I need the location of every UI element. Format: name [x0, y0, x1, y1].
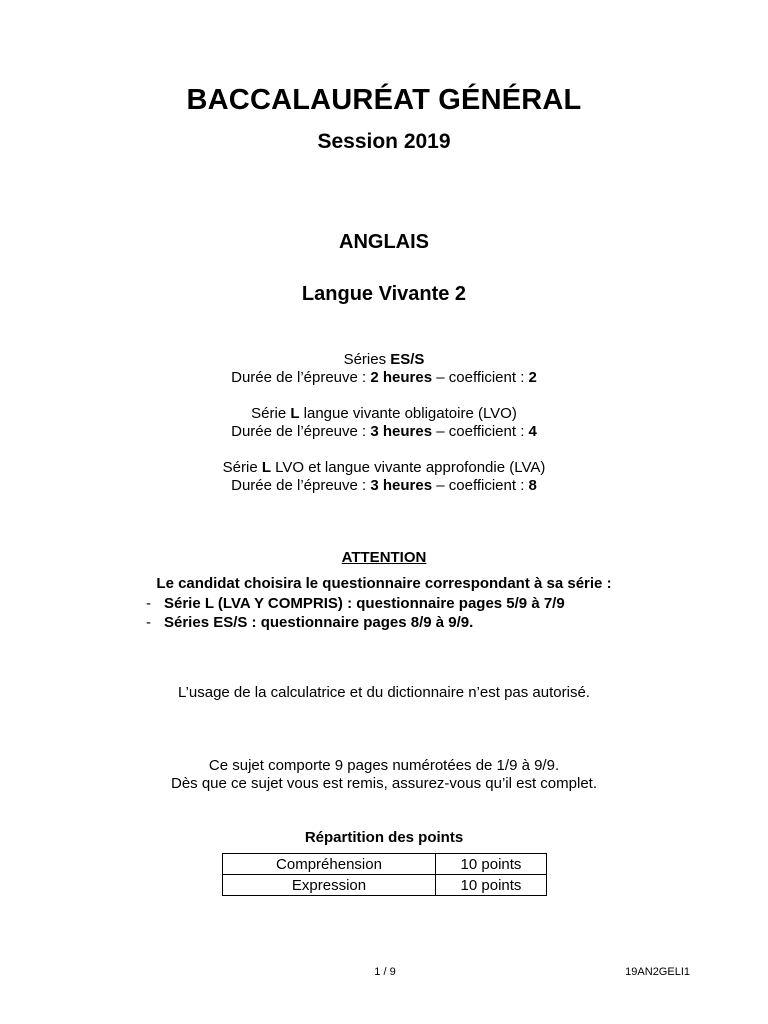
- calculator-note: L’usage de la calculatrice et du dictionnaire n’est pas autorisé.: [178, 684, 590, 701]
- duration-hours: 3 heures: [370, 423, 433, 440]
- coefficient-value: 8: [528, 477, 537, 494]
- coefficient-prefix: – coefficient :: [432, 423, 529, 440]
- table-row: [223, 875, 547, 896]
- duration-prefix: Durée de l’épreuve :: [231, 423, 371, 440]
- attention-list: [146, 594, 565, 632]
- list-item: - Séries ES/S : questionnaire pages 8/9 à 9/9.: [146, 613, 565, 632]
- duration-hours: 3 heures: [370, 477, 433, 494]
- series-2-prefix: Série: [251, 405, 291, 422]
- table-cell-label: Compréhension: [223, 854, 436, 875]
- subject-name: ANGLAIS: [339, 231, 429, 253]
- series-2-suffix: langue vivante obligatoire (LVO): [299, 405, 517, 422]
- series-3-duration: [0, 477, 768, 495]
- series-3-prefix: Série: [222, 459, 262, 476]
- points-table-title: Répartition des points: [304, 829, 464, 846]
- series-1-code: ES/S: [390, 351, 425, 368]
- table-cell-label: Expression: [223, 875, 436, 896]
- table-cell-value: 10 points: [436, 875, 547, 896]
- attention-heading: ATTENTION: [341, 549, 427, 566]
- series-2-label: [0, 405, 768, 423]
- table-row: [223, 854, 547, 875]
- series-2-code: L: [290, 405, 300, 422]
- series-2-duration: [0, 423, 768, 441]
- series-1-prefix: Séries: [343, 351, 391, 368]
- session-year: Session 2019: [317, 130, 451, 153]
- points-table: [222, 853, 547, 896]
- duration-prefix: Durée de l’épreuve :: [231, 369, 371, 386]
- language-level: Langue Vivante 2: [301, 283, 467, 305]
- document-title: BACCALAURÉAT GÉNÉRAL: [186, 84, 582, 116]
- list-item: - Série L (LVA Y COMPRIS) : questionnaire pages 5/9 à 7/9: [146, 594, 565, 613]
- series-1-label: [0, 351, 768, 369]
- coefficient-value: 4: [528, 423, 537, 440]
- coefficient-value: 2: [528, 369, 537, 386]
- series-3-code: L: [261, 459, 271, 476]
- coefficient-prefix: – coefficient :: [432, 477, 529, 494]
- coefficient-prefix: – coefficient :: [432, 369, 529, 386]
- pages-note-line-1: Ce sujet comporte 9 pages numérotées de 1/9 à 9/9.: [208, 757, 560, 774]
- duration-prefix: Durée de l’épreuve :: [231, 477, 371, 494]
- duration-hours: 2 heures: [370, 369, 433, 386]
- series-3-label: [0, 459, 768, 477]
- attention-intro: Le candidat choisira le questionnaire correspondant à sa série :: [156, 575, 612, 592]
- document-code: 19AN2GELI1: [625, 966, 690, 978]
- series-1-duration: [0, 369, 768, 387]
- series-3-suffix: LVO et langue vivante approfondie (LVA): [271, 459, 546, 476]
- pages-note-line-2: Dès que ce sujet vous est remis, assurez-vous qu’il est complet.: [170, 775, 597, 792]
- page-number: 1 / 9: [374, 966, 396, 978]
- table-cell-value: 10 points: [436, 854, 547, 875]
